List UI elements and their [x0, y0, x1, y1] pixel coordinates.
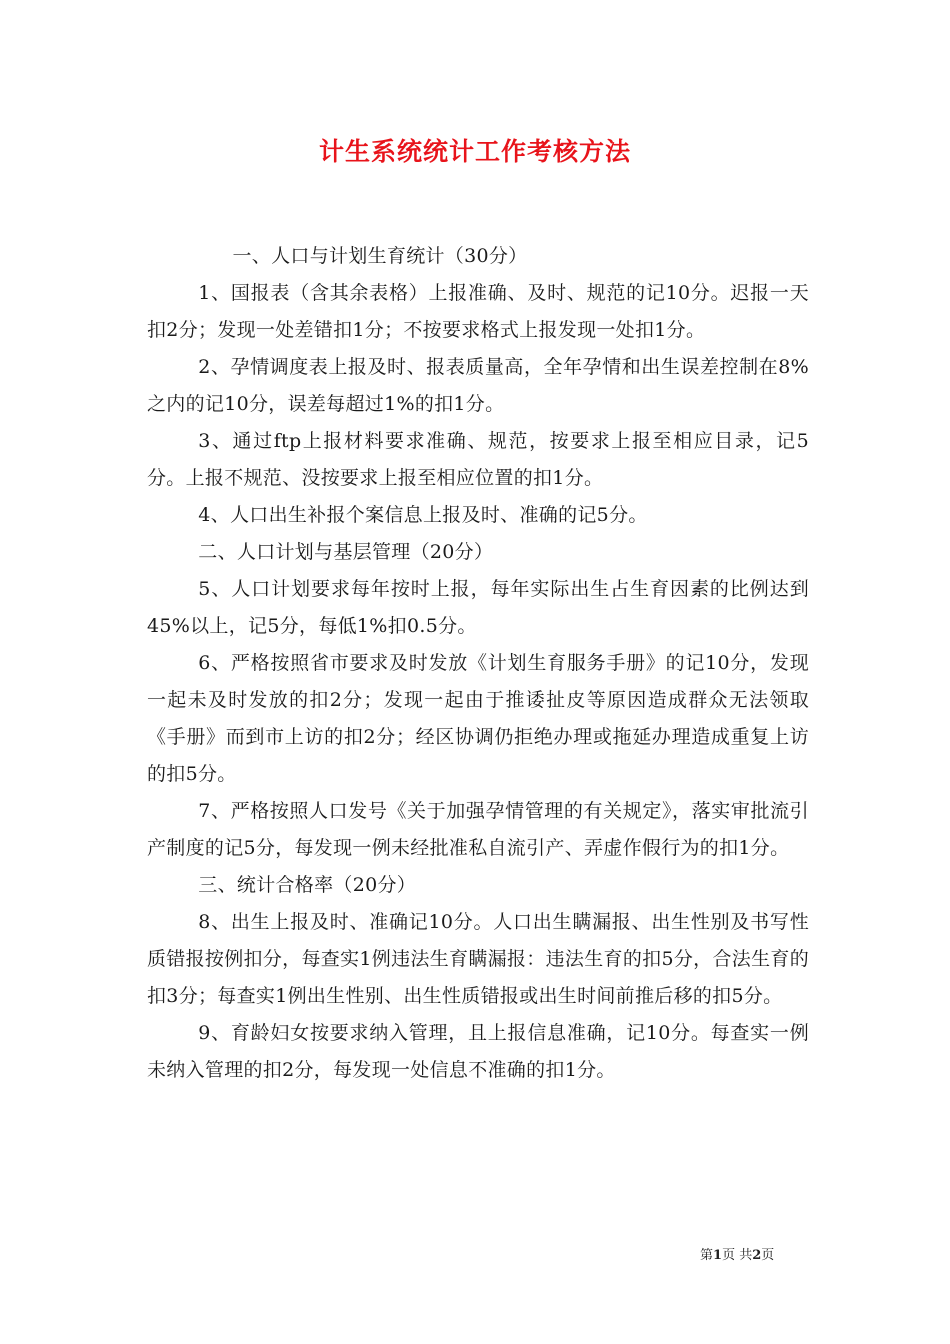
- footer-suffix: 页: [761, 1248, 775, 1263]
- section-heading-2: 二、人口计划与基层管理（20分）: [198, 541, 494, 563]
- page-number-footer: [700, 1244, 840, 1263]
- paragraph-item-9: 9、育龄妇女按要求纳入管理，且上报信息准确，记10分。每查实一例未纳入管理的扣2分，每发现一处信息不准确的扣1分。: [147, 1022, 809, 1081]
- section-heading-1: 一、人口与计划生育统计（30分）: [232, 245, 528, 267]
- paragraph-item-6: 6、严格按照省市要求及时发放《计划生育服务手册》的记10分，发现一起未及时发放的扣2分；发现一起由于推诿扯皮等原因造成群众无法领取《手册》而到市上访的扣2分；经区协调仍拒绝办理或拖延办理造成重复上访的扣5分。: [147, 652, 809, 785]
- paragraph-item-1: 1、国报表（含其余表格）上报准确、及时、规范的记10分。迟报一天扣2分；发现一处差错扣1分；不按要求格式上报发现一处扣1分。: [147, 282, 809, 341]
- section-heading-3: 三、统计合格率（20分）: [198, 874, 417, 896]
- footer-current-page: 1: [713, 1248, 723, 1263]
- paragraph-item-8: 8、出生上报及时、准确记10分。人口出生瞒漏报、出生性别及书写性质错报按例扣分，每查实1例违法生育瞒漏报：违法生育的扣5分，合法生育的扣3分；每查实1例出生性别、出生性质错报或出生时间前推后移的扣5分。: [147, 911, 809, 1007]
- document-title: 计生系统统计工作考核方法: [318, 137, 631, 166]
- paragraph-item-7: 7、严格按照人口发号《关于加强孕情管理的有关规定》，落实审批流引产制度的记5分，每发现一例未经批准私自流引产、弄虚作假行为的扣1分。: [147, 800, 809, 859]
- paragraph-item-2: 2、孕情调度表上报及时、报表质量高，全年孕情和出生误差控制在8%之内的记10分，误差每超过1%的扣1分。: [147, 356, 809, 415]
- footer-total-pages: 2: [752, 1248, 762, 1263]
- document-body: [147, 238, 809, 1089]
- paragraph-item-4: 4、人口出生补报个案信息上报及时、准确的记5分。: [198, 504, 648, 526]
- footer-prefix: 第: [700, 1248, 714, 1263]
- footer-middle: 页 共: [722, 1248, 753, 1263]
- paragraph-item-3: 3、通过ftp上报材料要求准确、规范，按要求上报至相应目录，记5分。上报不规范、没按要求上报至相应位置的扣1分。: [147, 430, 809, 489]
- paragraph-item-5: 5、人口计划要求每年按时上报，每年实际出生占生育因素的比例达到45%以上，记5分，每低1%扣0.5分。: [147, 578, 809, 637]
